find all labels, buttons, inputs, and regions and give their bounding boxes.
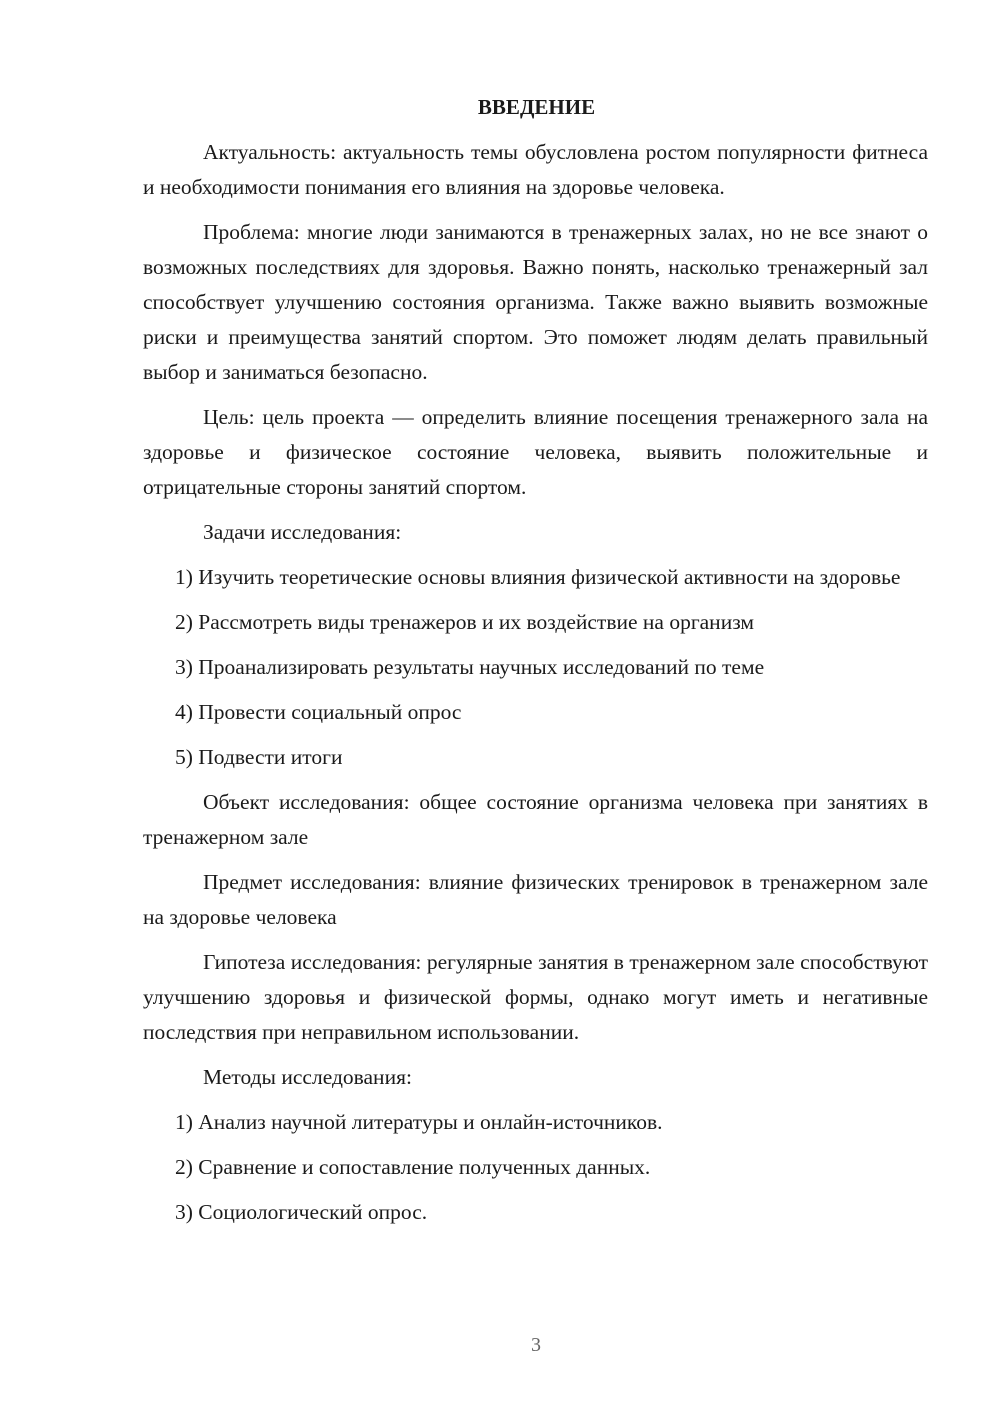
method-item-1: 1) Анализ научной литературы и онлайн-источников. bbox=[175, 1110, 663, 1134]
object-paragraph: Объект исследования: общее состояние организма человека при занятиях в тренажерном зале bbox=[143, 790, 928, 849]
task-item-4: 4) Провести социальный опрос bbox=[175, 700, 462, 724]
page-title: ВВЕДЕНИЕ bbox=[477, 95, 596, 119]
tasks-label: Задачи исследования: bbox=[203, 520, 402, 544]
goal-paragraph: Цель: цель проекта — определить влияние посещения тренажерного зала на здоровье и физическое состояние человека, выявить положительные и отрицательные стороны занятий спортом. bbox=[143, 405, 928, 499]
page-number: 3 bbox=[531, 1334, 541, 1356]
relevance-paragraph: Актуальность: актуальность темы обусловлена ростом популярности фитнеса и необходимости понимания его влияния на здоровье человека. bbox=[143, 140, 928, 199]
task-item-3: 3) Проанализировать результаты научных исследований по теме bbox=[175, 655, 765, 679]
hypothesis-paragraph: Гипотеза исследования: регулярные занятия в тренажерном зале способствуют улучшению здоровья и физической формы, однако могут иметь и негативные последствия при неправильном использовании. bbox=[143, 950, 928, 1044]
methods-label: Методы исследования: bbox=[203, 1065, 412, 1089]
task-item-5: 5) Подвести итоги bbox=[175, 745, 343, 769]
task-item-1: 1) Изучить теоретические основы влияния физической активности на здоровье bbox=[175, 565, 901, 589]
task-item-2: 2) Рассмотреть виды тренажеров и их воздействие на организм bbox=[175, 610, 754, 634]
document-page bbox=[143, 90, 928, 1240]
method-item-3: 3) Социологический опрос. bbox=[175, 1200, 428, 1224]
method-item-2: 2) Сравнение и сопоставление полученных данных. bbox=[175, 1155, 651, 1179]
subject-paragraph: Предмет исследования: влияние физических тренировок в тренажерном зале на здоровье человека bbox=[143, 870, 928, 929]
problem-paragraph: Проблема: многие люди занимаются в тренажерных залах, но не все знают о возможных последствиях для здоровья. Важно понять, насколько тренажерный зал способствует улучшению состояния организма. Также важно выявить возможные риски и преимущества занятий спортом. Это поможет людям делать правильный выбор и заниматься безопасно. bbox=[143, 220, 928, 384]
